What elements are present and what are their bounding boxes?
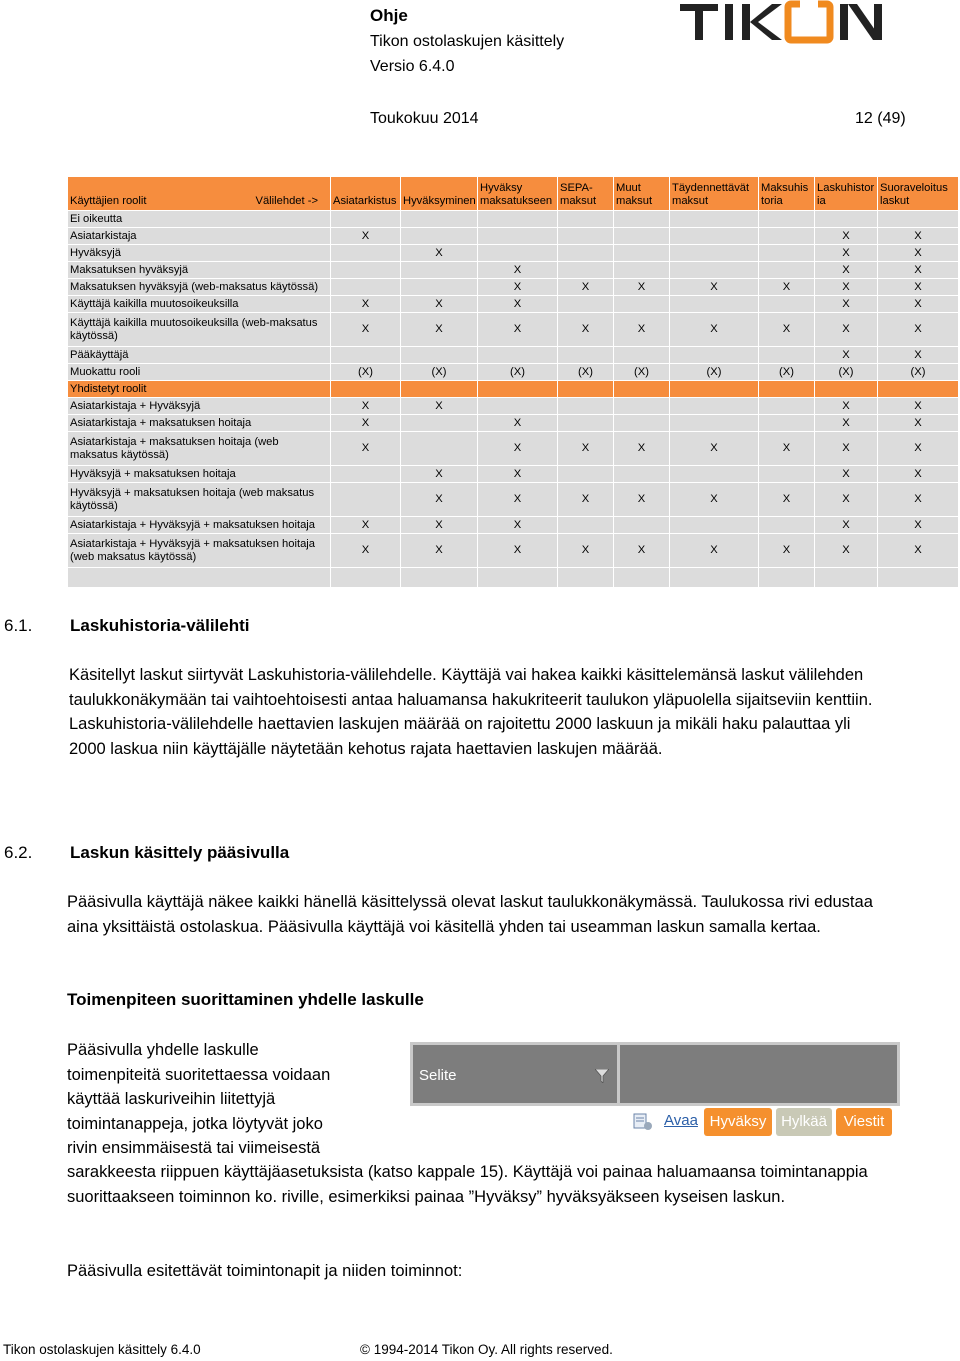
role-label: Maksatuksen hyväksyjä xyxy=(68,262,331,279)
permission-cell xyxy=(614,347,670,364)
permission-cell xyxy=(614,296,670,313)
permission-cell: X xyxy=(401,483,478,517)
permission-cell xyxy=(614,245,670,262)
table-row xyxy=(68,398,959,415)
footer-copyright: © 1994-2014 Tikon Oy. All rights reserved. xyxy=(360,1342,613,1357)
permission-cell: X xyxy=(759,313,815,347)
column-header-line: Hyväksy xyxy=(480,182,523,194)
roles-table xyxy=(67,176,958,583)
permission-cell xyxy=(759,347,815,364)
permission-cell: X xyxy=(478,466,558,483)
column-header xyxy=(478,177,558,211)
column-header-line: Maksuhis xyxy=(761,182,809,194)
table-row xyxy=(68,228,959,245)
permission-cell: (X) xyxy=(815,364,878,381)
role-label: Asiatarkistaja + Hyväksyjä xyxy=(68,398,331,415)
permission-cell: X xyxy=(614,534,670,568)
permission-cell: X xyxy=(331,296,401,313)
permission-cell xyxy=(614,262,670,279)
permission-cell xyxy=(670,228,759,245)
permission-cell: X xyxy=(759,483,815,517)
column-header-line: Laskuhistor xyxy=(817,182,875,194)
permission-cell: X xyxy=(670,432,759,466)
permission-cell xyxy=(558,296,614,313)
permission-cell: X xyxy=(478,432,558,466)
permission-cell: X xyxy=(478,262,558,279)
permission-cell xyxy=(878,381,959,398)
document-version: Versio 6.4.0 xyxy=(370,58,455,75)
permission-cell: X xyxy=(331,398,401,415)
permission-cell xyxy=(478,381,558,398)
permission-cell: (X) xyxy=(478,364,558,381)
permission-cell xyxy=(558,228,614,245)
permission-cell xyxy=(815,568,878,588)
permission-cell xyxy=(759,296,815,313)
subsection-title: Toimenpiteen suorittaminen yhdelle laskulle xyxy=(67,990,424,1009)
permission-cell: X xyxy=(815,415,878,432)
permission-cell xyxy=(401,381,478,398)
permission-cell xyxy=(759,211,815,228)
column-header-line: maksut xyxy=(560,195,597,207)
permission-cell: X xyxy=(558,432,614,466)
column-header xyxy=(614,177,670,211)
column-header-line: Muut xyxy=(616,182,641,194)
body-line: käyttää laskuriveihin liitettyjä xyxy=(67,1090,276,1108)
role-label: Käyttäjä kaikilla muutosoikeuksilla (web-maksatus käytössä) xyxy=(68,313,331,347)
permission-cell xyxy=(331,245,401,262)
permission-cell xyxy=(558,517,614,534)
permission-cell xyxy=(759,517,815,534)
column-header-line: maksut xyxy=(672,195,709,207)
column-header xyxy=(878,177,959,211)
document-title: Tikon ostolaskujen käsittely xyxy=(370,33,565,50)
permission-cell xyxy=(759,466,815,483)
role-label: Asiatarkistaja + Hyväksyjä + maksatuksen hoitaja xyxy=(68,517,331,534)
permission-cell xyxy=(401,415,478,432)
action-buttons-screenshot xyxy=(410,1042,900,1142)
table-row xyxy=(68,466,959,483)
filter-label: Selite xyxy=(419,1067,457,1084)
body-line: toimenpiteitä suoritettaessa voidaan xyxy=(67,1065,331,1084)
permission-cell: (X) xyxy=(670,364,759,381)
permission-cell: (X) xyxy=(558,364,614,381)
permission-cell xyxy=(670,466,759,483)
permission-cell: (X) xyxy=(614,364,670,381)
permission-cell xyxy=(759,245,815,262)
column-header xyxy=(815,177,878,211)
table-row xyxy=(68,347,959,364)
column-header-line: Asiatarkistus xyxy=(333,195,397,207)
permission-cell: X xyxy=(815,313,878,347)
column-header xyxy=(558,177,614,211)
permission-cell xyxy=(670,415,759,432)
permission-cell xyxy=(331,279,401,296)
permission-cell xyxy=(401,262,478,279)
permission-cell: X xyxy=(331,415,401,432)
permission-cell xyxy=(670,347,759,364)
permission-cell xyxy=(478,245,558,262)
permission-cell xyxy=(614,415,670,432)
table-row xyxy=(68,262,959,279)
permission-cell: X xyxy=(614,483,670,517)
permission-cell xyxy=(614,568,670,588)
permission-cell: X xyxy=(815,432,878,466)
permission-cell: X xyxy=(401,534,478,568)
permission-cell: X xyxy=(878,432,959,466)
permission-cell: X xyxy=(815,398,878,415)
column-header-line: maksatukseen xyxy=(480,195,553,207)
permission-cell: X xyxy=(401,398,478,415)
permission-cell: X xyxy=(878,483,959,517)
permission-cell: X xyxy=(331,432,401,466)
permission-cell xyxy=(759,228,815,245)
permission-cell xyxy=(614,398,670,415)
permission-cell xyxy=(401,228,478,245)
permission-cell xyxy=(478,228,558,245)
column-header-line: laskut xyxy=(880,195,910,207)
permission-cell: X xyxy=(759,534,815,568)
permission-cell: X xyxy=(558,483,614,517)
permission-cell: X xyxy=(670,534,759,568)
role-label: Yhdistetyt roolit xyxy=(68,381,331,398)
table-row xyxy=(68,245,959,262)
column-header-line: Hyväksyminen xyxy=(403,195,476,207)
subsection-body-lines xyxy=(67,1038,407,1161)
permission-cell xyxy=(759,381,815,398)
role-label: Ei oikeutta xyxy=(68,211,331,228)
column-header-line: maksut xyxy=(616,195,653,207)
permission-cell: X xyxy=(815,279,878,296)
permission-cell: X xyxy=(878,245,959,262)
tabs-label: Välilehdet -> xyxy=(255,195,318,207)
permission-cell xyxy=(614,466,670,483)
permission-cell: X xyxy=(614,279,670,296)
permission-cell: (X) xyxy=(401,364,478,381)
permission-cell xyxy=(558,381,614,398)
permission-cell xyxy=(331,483,401,517)
permission-cell: X xyxy=(815,245,878,262)
table-row xyxy=(68,296,959,313)
permission-cell: X xyxy=(815,466,878,483)
permission-cell xyxy=(558,415,614,432)
permission-cell xyxy=(558,262,614,279)
table-row xyxy=(68,432,959,466)
role-label: Maksatuksen hyväksyjä (web-maksatus käytössä) xyxy=(68,279,331,296)
permission-cell: X xyxy=(815,483,878,517)
permission-cell: X xyxy=(558,534,614,568)
permission-cell: X xyxy=(878,398,959,415)
permission-cell: X xyxy=(878,296,959,313)
permission-cell xyxy=(614,228,670,245)
table-row xyxy=(68,279,959,296)
permission-cell: X xyxy=(815,534,878,568)
document-date: Toukokuu 2014 xyxy=(370,110,479,127)
role-label: Asiatarkistaja + Hyväksyjä + maksatuksen hoitaja (web maksatus käytössä) xyxy=(68,534,331,568)
permission-cell: X xyxy=(401,245,478,262)
role-label xyxy=(68,568,331,588)
permission-cell xyxy=(759,568,815,588)
table-row xyxy=(68,517,959,534)
permission-cell xyxy=(331,211,401,228)
footer-left: Tikon ostolaskujen käsittely 6.4.0 xyxy=(3,1342,201,1357)
tikon-logo xyxy=(680,0,890,46)
permission-cell xyxy=(759,262,815,279)
table-row xyxy=(68,534,959,568)
body-line: toimintanappeja, jotka löytyvät joko xyxy=(67,1114,323,1133)
permission-cell xyxy=(331,466,401,483)
column-header-line: Suoraveloitus xyxy=(880,182,948,194)
permission-cell xyxy=(558,568,614,588)
corner-header xyxy=(68,177,331,211)
permission-cell xyxy=(401,432,478,466)
filter-header-cell xyxy=(413,1045,617,1103)
permission-cell xyxy=(670,245,759,262)
permission-cell xyxy=(558,466,614,483)
table-header-row xyxy=(68,177,959,211)
column-header xyxy=(401,177,478,211)
permission-cell: X xyxy=(878,517,959,534)
role-label: Asiatarkistaja xyxy=(68,228,331,245)
role-label: Käyttäjä kaikilla muutosoikeuksilla xyxy=(68,296,331,313)
permission-cell: X xyxy=(478,313,558,347)
roles-grid xyxy=(67,176,959,588)
column-header-line: Täydennettävät xyxy=(672,182,750,194)
permission-cell xyxy=(331,347,401,364)
permission-cell: X xyxy=(878,279,959,296)
permission-cell xyxy=(558,347,614,364)
column-header-line xyxy=(333,182,398,195)
permission-cell: X xyxy=(670,483,759,517)
table-section-row xyxy=(68,381,959,398)
role-label: Hyväksyjä + maksatuksen hoitaja xyxy=(68,466,331,483)
permission-cell: X xyxy=(815,347,878,364)
section-title: Laskuhistoria-välilehti xyxy=(70,616,250,635)
permission-cell: X xyxy=(759,432,815,466)
permission-cell xyxy=(478,211,558,228)
permission-cell xyxy=(670,398,759,415)
column-header xyxy=(331,177,401,211)
permission-cell: X xyxy=(331,534,401,568)
permission-cell xyxy=(614,211,670,228)
column-header xyxy=(670,177,759,211)
roles-label: Käyttäjien roolit xyxy=(70,195,147,207)
filter-icon[interactable] xyxy=(595,1069,609,1083)
permission-cell xyxy=(558,398,614,415)
table-row xyxy=(68,483,959,517)
permission-cell: X xyxy=(878,347,959,364)
body-line: Pääsivulla yhdelle laskulle xyxy=(67,1041,259,1059)
column-header-line: ia xyxy=(817,195,826,207)
permission-cell xyxy=(614,517,670,534)
permission-cell xyxy=(331,262,401,279)
permission-cell xyxy=(759,415,815,432)
permission-cell: X xyxy=(401,466,478,483)
permission-cell: X xyxy=(331,228,401,245)
document-type: Ohje xyxy=(370,6,408,25)
permission-cell: X xyxy=(331,517,401,534)
permission-cell xyxy=(401,347,478,364)
role-label: Asiatarkistaja + maksatuksen hoitaja (web maksatus käytössä) xyxy=(68,432,331,466)
note-icon[interactable] xyxy=(632,1112,654,1132)
permission-cell xyxy=(670,381,759,398)
permission-cell: X xyxy=(815,296,878,313)
page-number: 12 (49) xyxy=(855,110,906,127)
role-label: Muokattu rooli xyxy=(68,364,331,381)
role-label: Hyväksyjä xyxy=(68,245,331,262)
reject-button[interactable]: Hylkää xyxy=(776,1108,832,1136)
open-link[interactable]: Avaa xyxy=(664,1112,698,1129)
approve-button[interactable]: Hyväksy xyxy=(704,1108,772,1136)
permission-cell: X xyxy=(558,279,614,296)
permission-cell xyxy=(558,211,614,228)
permission-cell: X xyxy=(878,534,959,568)
permission-cell xyxy=(478,347,558,364)
role-label: Hyväksyjä + maksatuksen hoitaja (web maksatus käytössä) xyxy=(68,483,331,517)
section-title: Laskun käsittely pääsivulla xyxy=(70,843,290,862)
permission-cell: X xyxy=(614,313,670,347)
permission-cell: X xyxy=(878,466,959,483)
table-row xyxy=(68,568,959,588)
permission-cell xyxy=(614,381,670,398)
permission-cell: X xyxy=(558,313,614,347)
permission-cell xyxy=(331,381,401,398)
permission-cell: X xyxy=(670,313,759,347)
permission-cell: X xyxy=(614,432,670,466)
permission-cell: X xyxy=(401,313,478,347)
permission-cell xyxy=(670,517,759,534)
section-6-1-body: Käsitellyt laskut siirtyvät Laskuhistoria-välilehdelle. Käyttäjä vai hakea kaikki käsittelemänsä laskut välilehden taulukkonäkymään tai vaihtoehtoisesti antaa haluamansa hakukriteerit taulukon yläpuolella sijaitseviin kenttiin. Laskuhistoria-välilehdelle haettavien laskujen määrää on rajoitettu 2000 laskuun ja mikäli haku palauttaa yli 2000 laskua niin käyttäjälle näytetään kehotus rajata haettavien laskujen määrää. xyxy=(69,666,873,758)
table-row xyxy=(68,211,959,228)
permission-cell: X xyxy=(478,483,558,517)
table-row xyxy=(68,313,959,347)
permission-cell: X xyxy=(401,517,478,534)
permission-cell xyxy=(759,398,815,415)
permission-cell: X xyxy=(401,296,478,313)
permission-cell xyxy=(878,211,959,228)
header-cell xyxy=(620,1045,897,1103)
permission-cell: X xyxy=(878,262,959,279)
permission-cell: X xyxy=(478,517,558,534)
subsection-closing: Pääsivulla esitettävät toimintonapit ja niiden toiminnot: xyxy=(67,1262,463,1280)
column-header xyxy=(759,177,815,211)
permission-cell xyxy=(478,568,558,588)
permission-cell: (X) xyxy=(759,364,815,381)
permission-cell xyxy=(478,398,558,415)
role-label: Pääkäyttäjä xyxy=(68,347,331,364)
permission-cell: X xyxy=(815,517,878,534)
permission-cell: X xyxy=(478,296,558,313)
permission-cell: X xyxy=(759,279,815,296)
permission-cell: X xyxy=(478,279,558,296)
permission-cell: (X) xyxy=(331,364,401,381)
permission-cell xyxy=(670,211,759,228)
subsection-body-rest: sarakkeesta riippuen käyttäjäasetuksista (katso kappale 15). Käyttäjä voi painaa haluamaansa toimintanappia suorittaakseen toiminnon ko. riville, esimerkiksi painaa ”Hyväksy” hyväksyäkseen kyseisen laskun. xyxy=(67,1163,868,1206)
column-header-line: toria xyxy=(761,195,783,207)
permission-cell xyxy=(401,568,478,588)
permission-cell xyxy=(670,296,759,313)
section-heading-6-2 xyxy=(4,843,289,863)
permission-cell xyxy=(670,262,759,279)
role-label: Asiatarkistaja + maksatuksen hoitaja xyxy=(68,415,331,432)
permission-cell: X xyxy=(878,228,959,245)
permission-cell: X xyxy=(878,415,959,432)
section-6-2-body: Pääsivulla käyttäjä näkee kaikki hänellä käsittelyssä olevat laskut taulukkonäkymässä. Taulukossa rivi edustaa aina yksittäistä ostolaskua. Pääsivulla käyttäjä voi käsitellä yhden tai useamman laskun samalla kertaa. xyxy=(67,893,873,936)
permission-cell xyxy=(401,211,478,228)
permission-cell xyxy=(401,279,478,296)
messages-button[interactable]: Viestit xyxy=(836,1108,892,1136)
permission-cell xyxy=(878,568,959,588)
body-line: rivin ensimmäisestä tai viimeisestä xyxy=(67,1139,321,1157)
table-row xyxy=(68,415,959,432)
permission-cell: X xyxy=(478,534,558,568)
section-number: 6.2. xyxy=(4,843,33,862)
permission-cell: X xyxy=(815,262,878,279)
permission-cell xyxy=(815,381,878,398)
table-row xyxy=(68,364,959,381)
permission-cell: X xyxy=(878,313,959,347)
column-header-line: SEPA- xyxy=(560,182,593,194)
permission-cell: X xyxy=(815,228,878,245)
permission-cell: X xyxy=(478,415,558,432)
permission-cell: X xyxy=(670,279,759,296)
permission-cell: X xyxy=(331,313,401,347)
permission-cell xyxy=(670,568,759,588)
section-heading-6-1 xyxy=(4,616,250,636)
permission-cell xyxy=(331,568,401,588)
permission-cell: (X) xyxy=(878,364,959,381)
permission-cell xyxy=(558,245,614,262)
permission-cell xyxy=(815,211,878,228)
column-header-line xyxy=(403,182,475,195)
section-number: 6.1. xyxy=(4,616,33,635)
